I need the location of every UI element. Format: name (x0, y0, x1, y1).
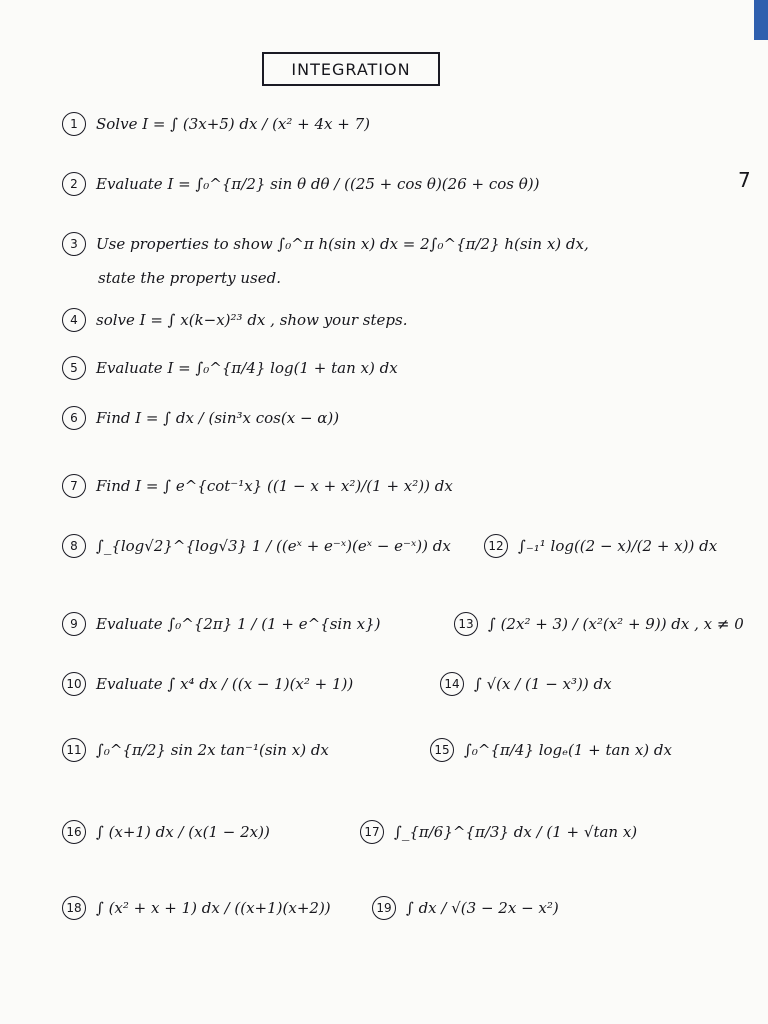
problem-number: 4 (62, 308, 86, 332)
problem-3-continued (98, 268, 281, 287)
problem-number: 15 (430, 738, 454, 762)
problem-19 (372, 896, 559, 920)
problem-10 (62, 672, 353, 696)
problem-text: Evaluate ∫ x⁴ dx / ((x − 1)(x² + 1)) (96, 675, 354, 693)
problem-15 (430, 738, 672, 762)
problem-8 (62, 534, 451, 558)
problem-number: 14 (440, 672, 464, 696)
problem-17 (360, 820, 637, 844)
problem-text: Use properties to show ∫₀^π h(sin x) dx = 2∫₀^{π/2} h(sin x) dx, (96, 235, 589, 253)
problem-number: 7 (62, 474, 86, 498)
problem-text: solve I = ∫ x(k−x)²³ dx , show your steps. (96, 311, 408, 329)
problem-text: ∫ (x+1) dx / (x(1 − 2x)) (96, 823, 270, 841)
problem-text: ∫₋₁¹ log((2 − x)/(2 + x)) dx (518, 537, 718, 555)
problem-9 (62, 612, 381, 636)
problem-text: ∫_{log√2}^{log√3} 1 / ((eˣ + e⁻ˣ)(eˣ − e⁻ˣ)) dx (96, 537, 451, 555)
problem-number: 6 (62, 406, 86, 430)
problem-number: 18 (62, 896, 86, 920)
problem-6 (62, 406, 339, 430)
problem-number: 16 (62, 820, 86, 844)
problem-16 (62, 820, 270, 844)
problem-2 (62, 172, 539, 196)
problem-1 (62, 112, 370, 136)
problem-text: ∫₀^{π/4} logₑ(1 + tan x) dx (464, 741, 672, 759)
problem-text: ∫ √(x / (1 − x³)) dx (474, 675, 612, 693)
problem-18 (62, 896, 331, 920)
problem-text: Find I = ∫ e^{cot⁻¹x} ((1 − x + x²)/(1 + x²)) dx (96, 477, 453, 495)
problem-text: ∫₀^{π/2} sin 2x tan⁻¹(sin x) dx (96, 741, 329, 759)
problem-text: ∫ dx / √(3 − 2x − x²) (406, 899, 559, 917)
problem-text: Evaluate ∫₀^{2π} 1 / (1 + e^{sin x}) (96, 615, 381, 633)
problem-3 (62, 232, 589, 256)
problem-number: 10 (62, 672, 86, 696)
problem-4 (62, 308, 407, 332)
problem-text: ∫ (2x² + 3) / (x²(x² + 9)) dx , x ≠ 0 (488, 615, 744, 633)
problem-number: 19 (372, 896, 396, 920)
problem-text: Solve I = ∫ (3x+5) dx / (x² + 4x + 7) (96, 115, 371, 133)
problem-12 (484, 534, 717, 558)
problem-14 (440, 672, 612, 696)
problem-number: 5 (62, 356, 86, 380)
side-mark: 7 (738, 168, 751, 192)
page-title: INTEGRATION (262, 52, 440, 86)
problem-7 (62, 474, 453, 498)
problem-number: 3 (62, 232, 86, 256)
problem-number: 9 (62, 612, 86, 636)
problem-text: Evaluate I = ∫₀^{π/2} sin θ dθ / ((25 + cos θ)(26 + cos θ)) (96, 175, 540, 193)
problem-number: 2 (62, 172, 86, 196)
problem-text: Find I = ∫ dx / (sin³x cos(x − α)) (96, 409, 340, 427)
problem-text: Evaluate I = ∫₀^{π/4} log(1 + tan x) dx (96, 359, 398, 377)
problem-number: 17 (360, 820, 384, 844)
problem-11 (62, 738, 329, 762)
problem-5 (62, 356, 398, 380)
problem-text: ∫ (x² + x + 1) dx / ((x+1)(x+2)) (96, 899, 331, 917)
problem-number: 1 (62, 112, 86, 136)
problem-number: 11 (62, 738, 86, 762)
problem-number: 13 (454, 612, 478, 636)
problem-text: ∫_{π/6}^{π/3} dx / (1 + √tan x) (394, 823, 638, 841)
problem-text: state the property used. (98, 269, 282, 287)
problem-number: 8 (62, 534, 86, 558)
problem-13 (454, 612, 744, 636)
page-edge-mark (754, 0, 768, 40)
problem-number: 12 (484, 534, 508, 558)
